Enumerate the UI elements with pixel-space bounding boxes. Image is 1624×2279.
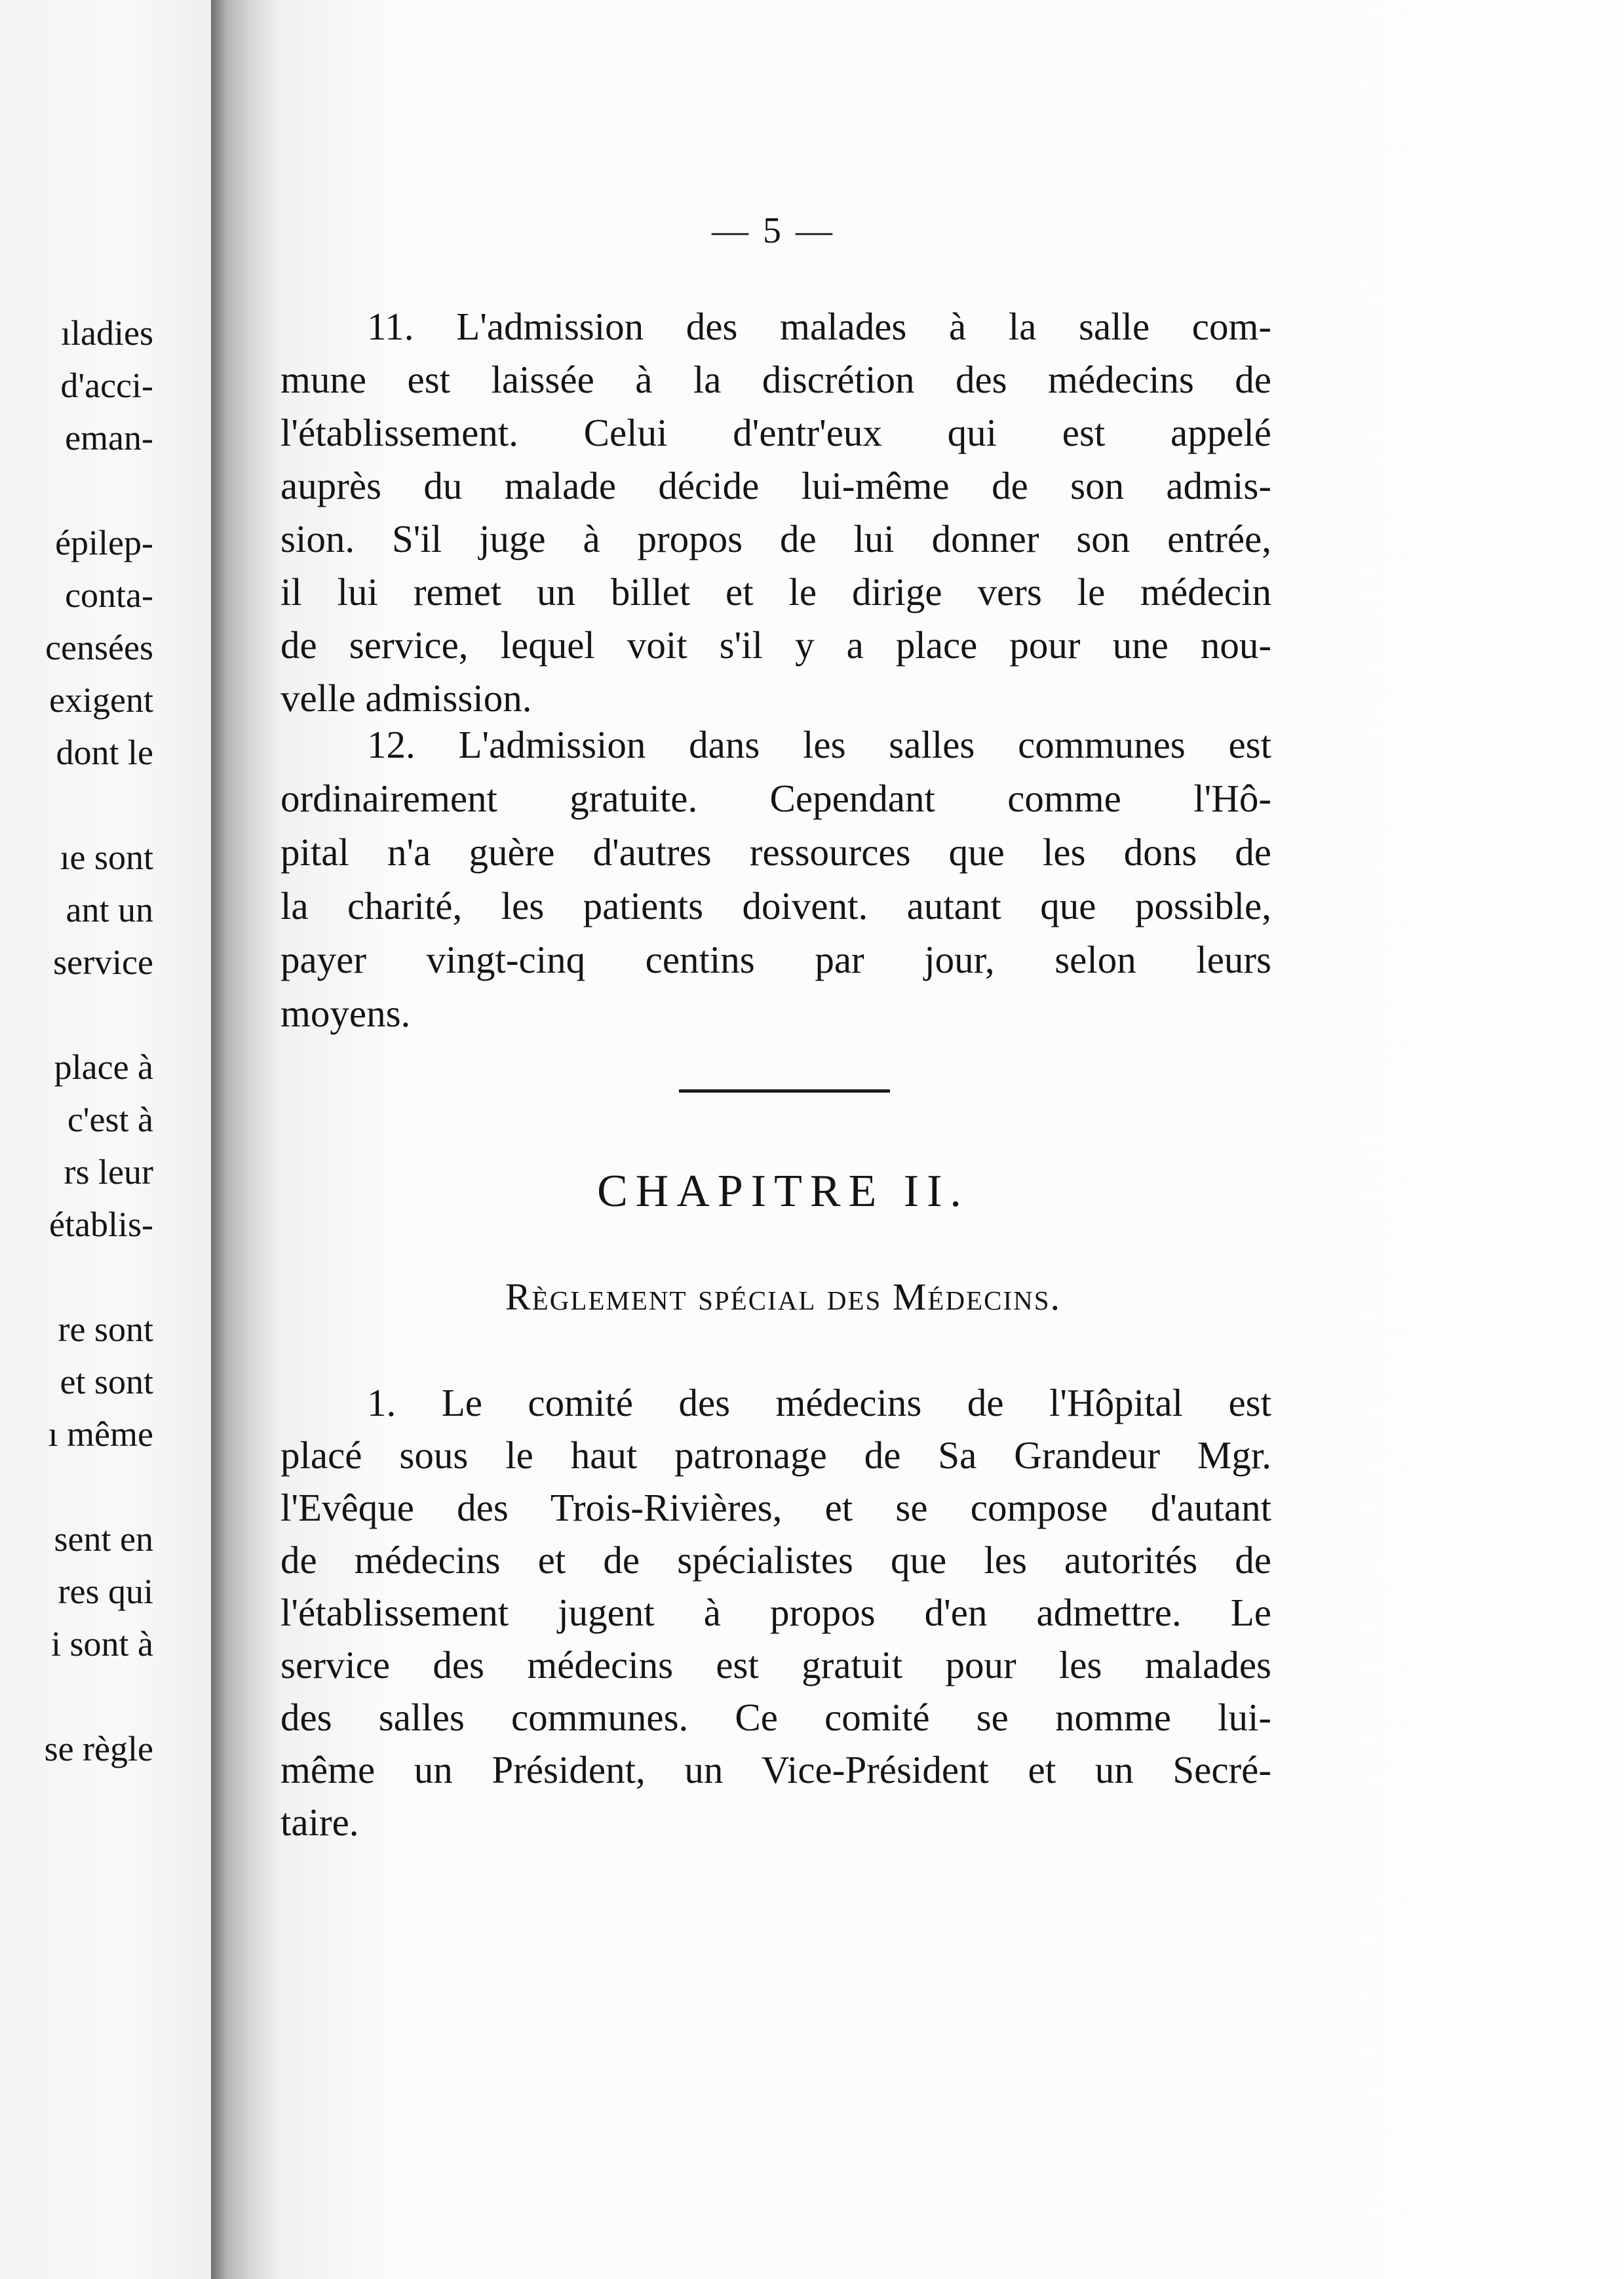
- previous-page-line: place à: [54, 1047, 153, 1087]
- previous-page-line: res qui: [58, 1572, 153, 1611]
- text-line: payer vingt-cinq centins par jour, selon leurs: [280, 938, 1271, 981]
- previous-page-line: ıladies: [61, 313, 153, 353]
- previous-page-line: eman-: [65, 418, 153, 458]
- previous-page-line: et sont: [60, 1362, 153, 1401]
- text-line: des salles communes. Ce comité se nomme lui-: [280, 1696, 1271, 1739]
- previous-page-line: se règle: [44, 1729, 153, 1768]
- chapter-title: CHAPITRE II.: [597, 1166, 969, 1217]
- text-line: il lui remet un billet et le dirige vers le médecin: [280, 570, 1271, 614]
- previous-page-line: i sont à: [51, 1624, 153, 1664]
- text-line: 11. L'admission des malades à la salle com-: [367, 305, 1271, 348]
- previous-page-line: épilep-: [55, 523, 153, 562]
- page-number: — 5 —: [712, 210, 835, 251]
- previous-page-line: re sont: [58, 1310, 153, 1349]
- text-line: 1. Le comité des médecins de l'Hôpital est: [367, 1381, 1271, 1424]
- text-line: de service, lequel voit s'il y a place pour une nou-: [280, 623, 1271, 667]
- text-line: moyens.: [280, 992, 411, 1035]
- previous-page-line: exigent: [49, 680, 153, 720]
- text-line: même un Président, un Vice-Président et un Secré-: [280, 1748, 1271, 1791]
- text-line: de médecins et de spécialistes que les autorités de: [280, 1538, 1271, 1582]
- binding-gutter: [211, 0, 283, 2279]
- text-line: mune est laissée à la discrétion des médecins de: [280, 358, 1271, 401]
- text-line: taire.: [280, 1801, 359, 1844]
- previous-page-line: conta-: [65, 575, 153, 615]
- text-line: 12. L'admission dans les salles communes est: [367, 723, 1271, 766]
- section-divider: [679, 1089, 890, 1093]
- previous-page-line: dont le: [56, 733, 153, 772]
- previous-page-line: d'acci-: [60, 366, 153, 405]
- text-line: velle admission.: [280, 676, 532, 720]
- text-line: sion. S'il juge à propos de lui donner son entrée,: [280, 517, 1271, 560]
- previous-page-line: c'est à: [67, 1100, 153, 1139]
- previous-page-line: censées: [45, 628, 153, 667]
- text-line: l'établissement jugent à propos d'en admettre. Le: [280, 1591, 1271, 1634]
- text-line: placé sous le haut patronage de Sa Grandeur Mgr.: [280, 1433, 1271, 1477]
- text-line: l'Evêque des Trois-Rivières, et se compose d'autant: [280, 1486, 1271, 1529]
- text-line: service des médecins est gratuit pour les malades: [280, 1643, 1271, 1686]
- previous-page-line: service: [53, 943, 153, 982]
- chapter-subtitle: Règlement spécial des Médecins.: [505, 1276, 1062, 1318]
- text-line: pital n'a guère d'autres ressources que les dons de: [280, 830, 1271, 874]
- previous-page-line: ı même: [48, 1414, 153, 1454]
- previous-page-line: ant un: [66, 890, 153, 929]
- text-line: l'établissement. Celui d'entr'eux qui est appelé: [280, 411, 1271, 454]
- text-line: la charité, les patients doivent. autant que possible,: [280, 884, 1271, 927]
- previous-page-line: établis-: [49, 1205, 153, 1244]
- previous-page-line: sent en: [54, 1519, 153, 1559]
- previous-page-fragment: [0, 0, 211, 2279]
- previous-page-line: ıe sont: [60, 838, 153, 877]
- text-line: ordinairement gratuite. Cependant comme l'Hô-: [280, 777, 1271, 820]
- previous-page-line: rs leur: [64, 1152, 153, 1192]
- text-line: auprès du malade décide lui-même de son admis-: [280, 464, 1271, 507]
